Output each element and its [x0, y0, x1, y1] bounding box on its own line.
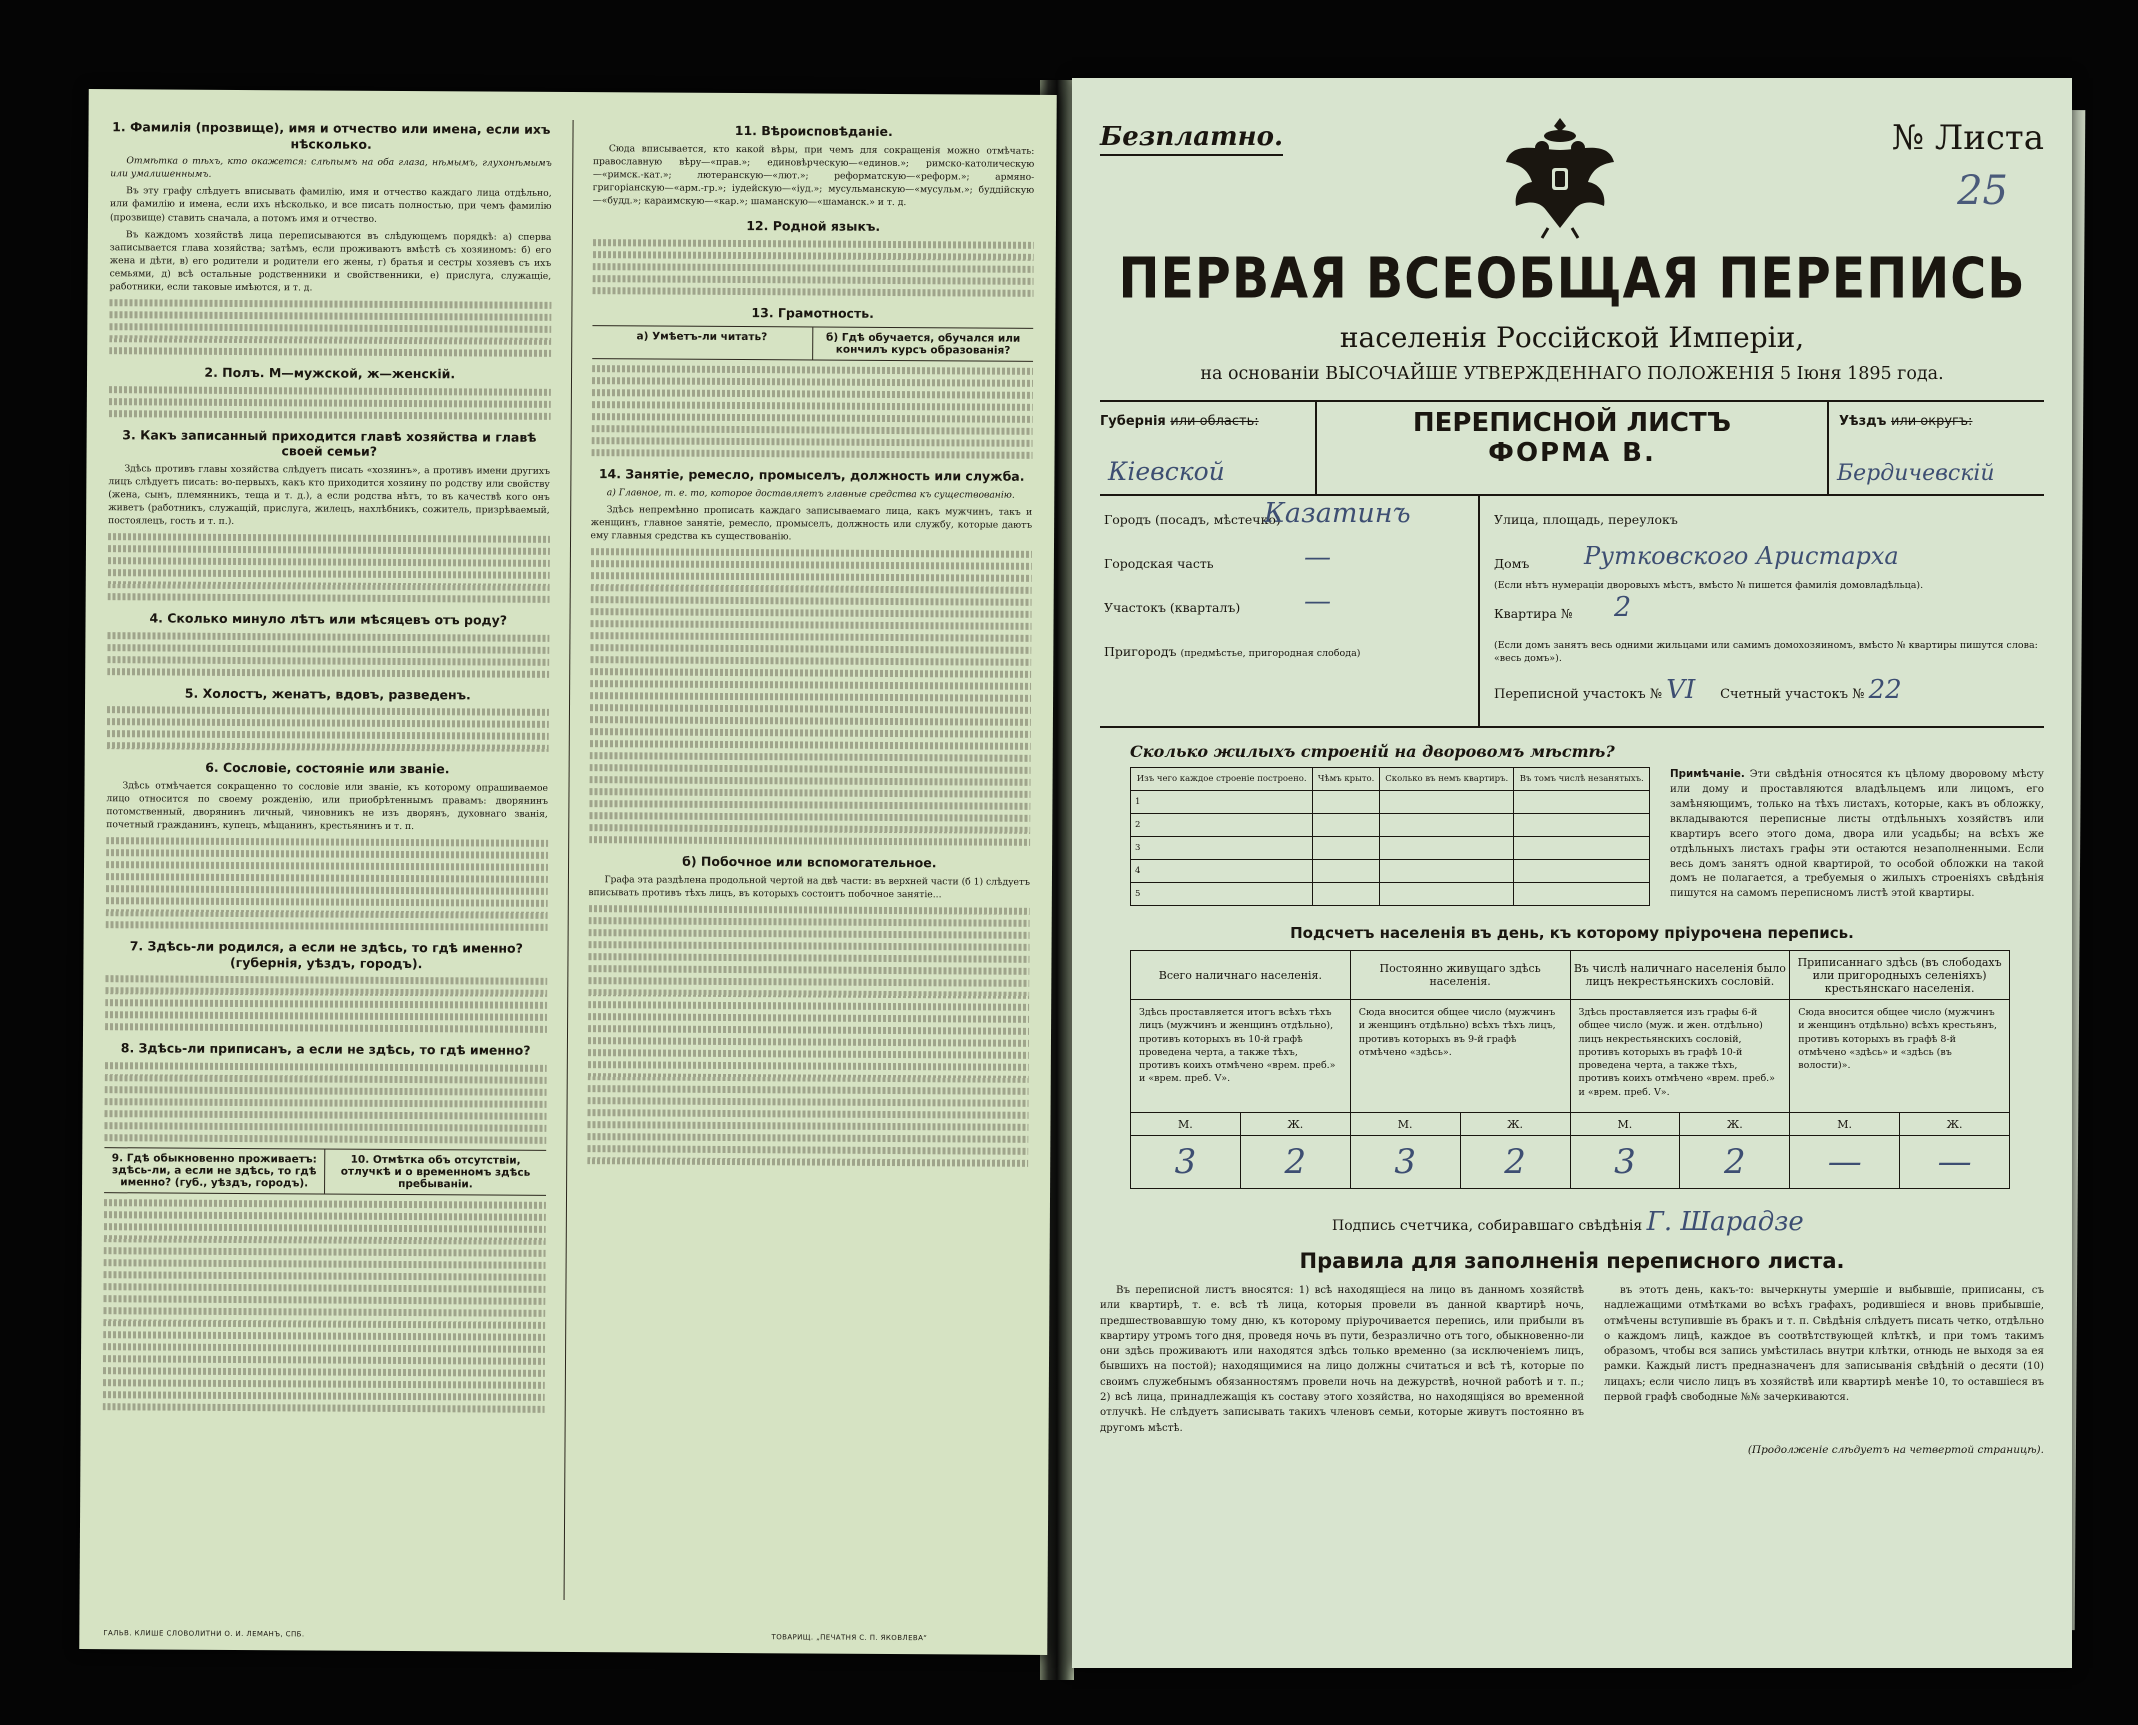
count-desc: Сюда вносится общее число (мужчинъ и женщинъ отдѣльно) всѣхъ тѣхъ лицъ, противъ которыхъ въ 9-й графѣ отмѣчено «здѣсь». — [1350, 1000, 1570, 1113]
gorod-chast-field — [1104, 542, 1478, 582]
yards-row-num: 3 — [1131, 837, 1313, 860]
section-14-heading: 14. Занятіе, ремесло, промыселъ, должность или служба. — [598, 466, 1025, 484]
count-value: 3 — [1131, 1136, 1241, 1189]
count-desc: Сюда вносится общее число (мужчинъ и женщинъ отдѣльно) всѣхъ крестьянъ, противъ которыхъ въ графѣ 8-й отмѣчено «здѣсь» и «здѣсь (въ волости)». — [1790, 1000, 2010, 1113]
section-14b-text: Графа эта раздѣлена продольной чертой на двѣ части: въ верхней части (б 1) слѣдуетъ вписывать противъ тѣхъ лицъ, въ которыхъ состоитъ побочное занятіе... — [588, 873, 1030, 901]
section-3-heading: 3. Какъ записанный приходится главѣ хозяйства и главѣ своей семьи? — [122, 426, 537, 459]
section-12-heading: 12. Родной языкъ. — [746, 218, 881, 234]
section-1-text: Въ эту графу слѣдуетъ вписывать фамилію, имя и отчество каждаго лица отдѣльно, или фамилію и имена, если ихъ нѣсколько, и все писать полностью, при чемъ фамилію (прозвище) ставить сначала, а потомъ имя и отчество. — [109, 185, 552, 225]
sex-label: М. — [1570, 1113, 1680, 1136]
sheet-number-label: № Листа — [1891, 118, 2044, 158]
note-text: Эти свѣдѣнія относятся къ цѣлому дворовому мѣсту или дому и проставляются владѣльцемъ или лицомъ, его замѣняющимъ, только на тѣхъ листахъ, которые, какъ въ обложку, вкладываются переписные листы отдѣльныхъ хозяйствъ или квартиръ всего этого дома, двора или усадьбы; на всѣхъ же отдѣльныхъ листахъ графы эти остаются незаполненными. Если весь домъ занятъ одной квартирой, то особой обложки на такой домъ не полагается, а требуемыя о жилыхъ строеніяхъ свѣдѣнія пишутся на самомъ переписномъ листѣ этой квартиры. — [1670, 768, 2044, 900]
fine-print-block — [591, 365, 1033, 459]
table-row — [1131, 814, 1650, 837]
form-name-box — [1315, 402, 1829, 494]
section-3-text: Здѣсь противъ главы хозяйства слѣдуетъ писать «хозяинъ», а противъ имени другихъ лицъ слѣдуетъ писать: во-первыхъ, какъ кто приходится хозяину по родству или свойству (жена, сынъ, племянникъ, теща и т. д.), а если родства нѣтъ, то въ качествѣ кого онъ живетъ (работникъ, служащій, прислуга, жилецъ, нахлѣбникъ, сожитель, призрѣваемый, постоялецъ, гость и т. п.). — [108, 463, 550, 527]
section-1-note: Отмѣтка о тѣхъ, кто окажется: слѣпымъ на оба глаза, нѣмымъ, глухонѣмымъ или умалишеннымъ. — [110, 155, 552, 181]
count-value: — — [1790, 1136, 1900, 1189]
participle-counters — [1494, 675, 2044, 705]
section-6-text: Здѣсь отмѣчается сокращенно то сословіе или званіе, къ которому опрашиваемое лицо относится по своему рожденію, или приобрѣтеннымъ правамъ: дворянинъ потомственный, дворянинъ личный, чиновникъ не изъ дворянъ, духовнаго званія, почетный гражданинъ, купецъ, мѣщанинъ, крестьянинъ и т. п. — [106, 780, 549, 833]
schetny-label: Счетный участокъ № — [1720, 687, 1865, 703]
section-13b-heading: б) Гдѣ обучается, обучался или кончилъ курсъ образованія? — [812, 328, 1033, 361]
section-2-heading: 2. Полъ. М—мужской, ж—женскій. — [204, 364, 456, 382]
section-6-heading: 6. Сословіе, состояніе или званіе. — [205, 760, 450, 777]
section-11-text: Сюда вписывается, кто какой вѣры, при чемъ для сокращенія можно отмѣчать: православную вѣру—«прав.»; единовѣрческую—«единов.»; римско-католическую—«римск.-кат.»; лютеранскую—«лют.»; реформатскую—«реформ.»; армяно-григоріанскую—«арм.-гр.»; іудейскую—«іуд.»; мусульманскую—«мусульм.»; буддійскую—«будд.»; караимскую—«кар.»; шаманскую—«шаманск.» и т. д. — [592, 142, 1035, 208]
rules-column-2: въ этотъ день, какъ-то: вычеркнуты умершіе и выбывшіе, приписаны, съ надлежащими отмѣтками во всѣхъ графахъ, родившіеся и вновь прибывшіе, отмѣчены вступившіе въ бракъ и т. п. Свѣдѣнія слѣдуетъ писать четко, отдѣльно о каждомъ лицѣ, каждое въ соотвѣтствующей клѣткѣ, и при томъ такимъ образомъ, чтобы вся запись умѣстилась внутри клѣтки, отнюдь не выходя за ея рамки. Каждый листъ предназначенъ для записыванія свѣдѣній о десяти (10) лицахъ; если число лицъ въ хозяйствѣ или квартирѣ менѣе 10, то оставшіеся въ первой графѣ свободные №№ зачеркиваются. — [1604, 1285, 2044, 1404]
ulitsa-label: Улица, площадь, переулокъ — [1494, 512, 1678, 527]
section-14b-heading: б) Побочное или вспомогательное. — [682, 853, 937, 871]
gubernia-strike: или область: — [1170, 414, 1259, 429]
printer-credit-right: ТОВАРИЩ. „ПЕЧАТНЯ С. П. ЯКОВЛЕВА“ — [771, 1633, 928, 1643]
count-header: Всего наличнаго населенія. — [1131, 951, 1351, 1000]
form-name: ФОРМА В. — [1488, 438, 1656, 468]
census-decree: на основаніи ВЫСОЧАЙШЕ УТВЕРЖДЕННАГО ПОЛОЖЕНІЯ 5 Іюня 1895 года. — [1200, 364, 1944, 384]
count-value: 2 — [1460, 1136, 1570, 1189]
fine-print-block — [592, 239, 1034, 297]
yards-row-num: 4 — [1131, 860, 1313, 883]
table-row — [1131, 791, 1650, 814]
schetny-value: 22 — [1868, 675, 1902, 706]
rules-body — [1100, 1283, 2044, 1440]
prigorod-label: Пригородъ — [1104, 644, 1177, 659]
count-mf-row — [1131, 1113, 2010, 1136]
fine-print-block — [587, 905, 1030, 1167]
uchastok-field — [1104, 586, 1478, 626]
enumerator-signature — [1332, 1207, 2044, 1237]
dom-field — [1494, 542, 2044, 582]
uchastok-label: Участокъ (кварталъ) — [1104, 600, 1241, 615]
section-14-text: Здѣсь непремѣнно прописать каждаго записываемаго лица, какъ мужчинъ, такъ и женщинъ, главное занятіе, ремесло, промыселъ, должность или службу, которые даютъ ему главныя средства къ существованію. — [590, 504, 1033, 543]
section-13-heading: 13. Грамотность. — [751, 304, 874, 321]
fine-print-block — [105, 976, 547, 1034]
gorod-label: Городъ (посадъ, мѣстечко) — [1104, 512, 1281, 527]
yards-note — [1670, 767, 2044, 906]
left-column-2 — [584, 120, 1035, 1603]
census-title: ПЕРВАЯ ВСЕОБЩАЯ ПЕРЕПИСЬ — [1118, 245, 2026, 312]
sex-label: Ж. — [1240, 1113, 1350, 1136]
count-desc: Здѣсь проставляется итогъ всѣхъ тѣхъ лицъ (мужчинъ и женщинъ отдѣльно), противъ которыхъ въ 10-й графѣ проведена черта, а также тѣхъ, противъ коихъ отмѣчено «врем. преб.» и «врем. преб. V». — [1131, 1000, 1351, 1113]
ulitsa-field — [1494, 512, 2044, 538]
perepisnoy-label: Переписной участокъ № — [1494, 687, 1663, 703]
gubernia-label: Губернія — [1100, 414, 1166, 429]
uezd-strike: или округъ: — [1890, 414, 1973, 429]
header-band — [1100, 402, 2044, 496]
column-divider — [563, 120, 573, 1600]
yards-header-row — [1131, 768, 1650, 791]
section-9-10-header — [104, 1147, 546, 1196]
count-header: Въ числѣ наличнаго населенія было лицъ некрестьянскихъ сословій. — [1570, 951, 1790, 1000]
rules-heading: Правила для заполненія переписного листа. — [1299, 1249, 1845, 1273]
count-heading: Подсчетъ населенія въ день, къ которому пріурочена перепись. — [1290, 924, 1854, 942]
yards-table — [1130, 767, 1650, 906]
gorod-value: Казатинъ — [1264, 498, 1411, 529]
kvartira-value: 2 — [1614, 592, 1632, 624]
dom-value: Рутковского Аристарха — [1584, 542, 1899, 570]
free-label: Безплатно. — [1100, 122, 1283, 156]
gorod-chast-label: Городская часть — [1104, 556, 1214, 571]
rules-column-1: Въ переписной листъ вносятся: 1) всѣ находящіеся на лицо въ данномъ хозяйствѣ или квартирѣ, т. е. всѣ тѣ лица, которыя провели въ данной квартирѣ ночь, предшествовавшую тому дню, къ которому пріурочивается перепись, или прибыли въ квартиру утромъ того дня, проведя ночь въ пути, безразлично отъ того, обыкновенно-ли они здѣсь проживаютъ или находятся здѣсь только временно (за исключеніемъ лицъ, бывшихъ на постой); находящимися на лицо должны считаться и всѣ тѣ, которые по своимъ служебнымъ обязанностямъ провели ночь на дежурствѣ, ночной работѣ и т. п.; 2) всѣ лица, принадлежащія къ составу этого хозяйства, но находящіяся во временной отлучкѣ. Не слѣдуетъ записывать такихъ членовъ семьи, которые живутъ постоянно въ другомъ мѣстѣ. — [1100, 1285, 1584, 1434]
count-values-row — [1131, 1136, 2010, 1189]
left-page — [79, 89, 1057, 1655]
uezd-label: Уѣздъ — [1839, 414, 1887, 429]
note-label: Примѣчаніе. — [1670, 768, 1745, 780]
section-10-heading: 10. Отмѣтка объ отсутствіи, отлучкѣ и о временномъ здѣсь пребываніи. — [324, 1150, 546, 1195]
yards-row-num: 5 — [1131, 883, 1313, 906]
sex-label: М. — [1131, 1113, 1241, 1136]
section-9-heading: 9. Гдѣ обыкновенно проживаетъ: здѣсь-ли, а если не здѣсь, то гдѣ именно? (губ., уѣздъ, городъ). — [111, 1152, 317, 1190]
fine-print-block — [106, 837, 548, 931]
yards-header: Въ томъ числѣ незанятыхъ. — [1514, 768, 1650, 791]
count-header: Приписаннаго здѣсь (въ слободахъ или пригородныхъ селеніяхъ) крестьянскаго населенія. — [1790, 951, 2010, 1000]
fine-print-block — [109, 386, 551, 420]
left-column-1 — [102, 117, 553, 1600]
list-name: ПЕРЕПИСНОЙ ЛИСТЪ — [1412, 408, 1732, 438]
gubernia-box — [1100, 402, 1315, 494]
sex-label: М. — [1790, 1113, 1900, 1136]
section-4-heading: 4. Сколько минуло лѣтъ или мѣсяцевъ отъ роду? — [149, 610, 508, 628]
fine-print-block — [103, 1199, 546, 1413]
kvartira-label: Квартира № — [1494, 606, 1573, 622]
count-desc: Здѣсь проставляется изъ графы 6-й общее число (муж. и жен. отдѣльно) лицъ некрестьянскихъ сословій, противъ которыхъ въ графѣ 10-й проведена черта, а также тѣхъ, противъ коихъ отмѣчено «врем. преб.» и «врем. преб. V». — [1570, 1000, 1790, 1113]
fine-print-block — [107, 632, 549, 678]
yards-section — [1100, 767, 2044, 906]
printer-credit-left: ГАЛЬВ. КЛИШЕ СЛОВОЛИТНИ О. И. ЛЕМАНЪ, СПБ. — [103, 1629, 305, 1639]
count-value: 2 — [1240, 1136, 1350, 1189]
table-row — [1131, 860, 1650, 883]
perepisnoy-value: VI — [1666, 675, 1696, 706]
sheet-number-value: 25 — [1957, 168, 2008, 214]
yards-heading: Сколько жилыхъ строеній на дворовомъ мѣстѣ? — [1130, 742, 1615, 761]
right-page — [1072, 78, 2072, 1668]
fine-print-block — [107, 706, 549, 752]
table-row — [1131, 883, 1650, 906]
fine-print-block — [589, 548, 1032, 846]
uchastok-value: — — [1304, 586, 1331, 617]
count-header-row — [1131, 951, 2010, 1000]
section-1-heading: 1. Фамилія (прозвище), имя и отчество или имена, если ихъ нѣсколько. — [112, 119, 551, 152]
population-count-table — [1130, 950, 2010, 1189]
form-top-row — [1100, 108, 2044, 228]
gorod-chast-value: — — [1304, 542, 1331, 573]
section-5-heading: 5. Холостъ, женатъ, вдовъ, разведенъ. — [184, 685, 471, 703]
dom-label: Домъ — [1494, 556, 1530, 571]
kvartira-field — [1494, 592, 2044, 632]
yards-header: Изъ чего каждое строеніе построено. — [1131, 768, 1313, 791]
count-value: 3 — [1570, 1136, 1680, 1189]
fine-print-block — [104, 1062, 546, 1144]
count-value: — — [1900, 1136, 2010, 1189]
census-subtitle: населенія Россійской Имперіи, — [1339, 321, 1805, 354]
section-7-heading: 7. Здѣсь-ли родился, а если не здѣсь, то гдѣ именно? (губернія, уѣздъ, городъ). — [129, 938, 523, 971]
sex-label: М. — [1350, 1113, 1460, 1136]
section-13a-heading: а) Умѣетъ-ли читать? — [636, 330, 768, 344]
yards-header: Сколько въ немъ квартиръ. — [1380, 768, 1514, 791]
section-14a-heading: а) Главное, т. е. то, которое доставляетъ главные средства къ существованію. — [606, 487, 1015, 501]
gorod-field — [1104, 498, 1478, 538]
section-11-heading: 11. Вѣроисповѣданіе. — [734, 123, 893, 139]
address-left — [1100, 496, 1480, 726]
address-right — [1480, 496, 2044, 726]
sex-label: Ж. — [1460, 1113, 1570, 1136]
count-header: Постоянно живущаго здѣсь населенія. — [1350, 951, 1570, 1000]
sex-label: Ж. — [1680, 1113, 1790, 1136]
section-13-subheader — [592, 325, 1034, 362]
imperial-eagle-icon — [1500, 110, 1620, 240]
gubernia-value: Кіевской — [1108, 457, 1225, 486]
sex-label: Ж. — [1900, 1113, 2010, 1136]
yards-header: Чѣмъ крыто. — [1313, 768, 1380, 791]
count-value: 2 — [1680, 1136, 1790, 1189]
table-row — [1131, 837, 1650, 860]
continued-note: (Продолженіе слѣдуетъ на четвертой страницѣ). — [1747, 1443, 2044, 1456]
dom-note: (Если нѣтъ нумераціи дворовыхъ мѣстъ, вмѣсто № пишется фамилія домовладѣльца). — [1494, 580, 1924, 591]
yards-row-num: 1 — [1131, 791, 1313, 814]
yards-row-num: 2 — [1131, 814, 1313, 837]
prigorod-field — [1104, 644, 1478, 670]
kvartira-note: (Если домъ занятъ весь одними жильцами или самимъ домохозяиномъ, вмѣсто № квартиры пишутся слова: «весь домъ»). — [1494, 640, 2038, 664]
uezd-box — [1829, 402, 2044, 494]
fine-print-block — [108, 533, 550, 603]
count-desc-row — [1131, 1000, 2010, 1113]
uezd-value: Бердичевскій — [1837, 461, 1995, 486]
prigorod-note: (предмѣстье, пригородная слобода) — [1180, 648, 1361, 659]
section-1-order: Въ каждомъ хозяйствѣ лица переписываются въ слѣдующемъ порядкѣ: а) сперва записывается глава хозяйства; затѣмъ, если проживаютъ вмѣстѣ съ хозяиномъ: б) его жена и дѣти, в) его родители и родители его жены, г) братья и сестры хозяевъ съ ихъ семьями, д) всѣ остальные родственники и свойственники, е) прислуга, служащіе, работники, если таковые имѣются, и т. д. — [109, 228, 552, 294]
section-8-heading: 8. Здѣсь-ли приписанъ, а если не здѣсь, то гдѣ именно? — [120, 1040, 531, 1059]
address-block — [1100, 496, 2044, 728]
signature-value: Г. Шарадзе — [1646, 1207, 1804, 1237]
signature-label: Подпись счетчика, собиравшаго свѣдѣнія — [1332, 1218, 1643, 1234]
fine-print-block — [109, 299, 551, 357]
count-value: 3 — [1350, 1136, 1460, 1189]
